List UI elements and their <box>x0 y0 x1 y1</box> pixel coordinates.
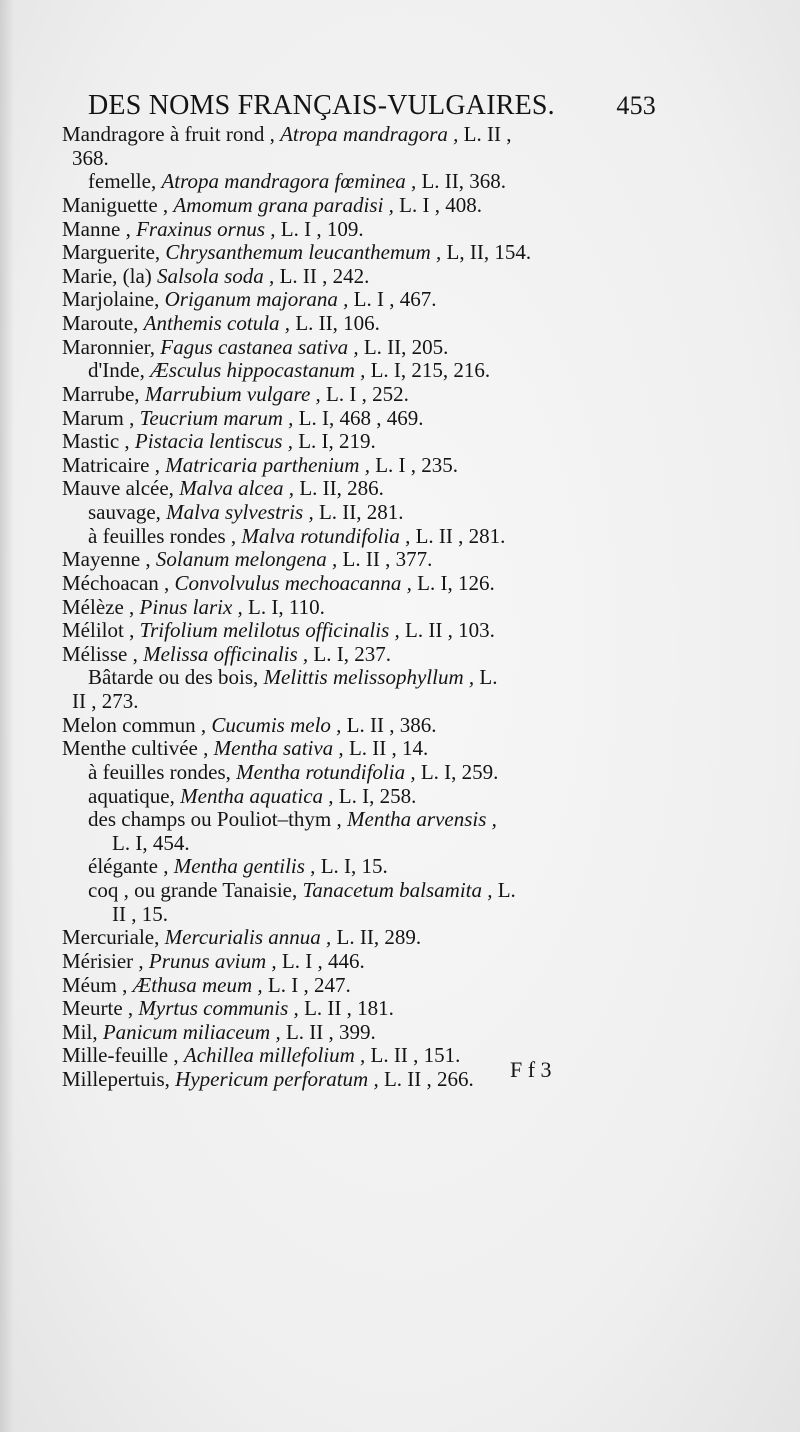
entry-name: femelle, <box>88 170 162 194</box>
entry-latin-name: Æthusa meum , <box>132 973 263 997</box>
entry-name: II , 273. <box>72 690 139 713</box>
entry-name: sauvage, <box>88 501 167 524</box>
index-entry <box>0 879 800 903</box>
entry-name: Matricaire , <box>62 453 166 477</box>
entry-reference: L. II, 106. <box>290 312 380 335</box>
entry-latin-name: Salsola soda , <box>157 264 275 288</box>
entry-name: à feuilles rondes , <box>88 524 242 548</box>
entry-latin-name: Malva rotundifolia , <box>241 524 411 548</box>
entry-reference: L. I, 259. <box>415 760 499 784</box>
index-entry <box>0 950 800 974</box>
page-number: 453 <box>616 91 656 120</box>
entry-reference: L. I, 126. <box>411 571 495 595</box>
entry-latin-name: Achillea millefolium , <box>183 1044 366 1068</box>
entry-reference: L. I, 215, 216. <box>365 359 491 383</box>
index-entry <box>0 761 800 785</box>
entry-latin-name: Mentha rotundifolia , <box>236 760 416 784</box>
index-entry <box>0 336 800 360</box>
index-entry <box>0 454 800 478</box>
entry-reference: L. I , 446. <box>276 949 365 973</box>
index-entry <box>0 785 800 809</box>
entry-latin-name: Matricaria parthenium , <box>165 453 370 477</box>
entry-reference: L. II , 151. <box>365 1044 461 1068</box>
index-entry <box>0 619 800 643</box>
entry-latin-name: Mentha gentilis , <box>173 855 316 879</box>
entry-reference: L. I, 110. <box>242 595 325 619</box>
index-entry <box>0 1068 800 1092</box>
index-entry <box>0 218 800 242</box>
index-entry <box>0 666 800 690</box>
index-entry <box>0 383 800 407</box>
entry-latin-name: Melittis melissophyllum , <box>263 666 475 690</box>
index-entry <box>0 194 800 218</box>
entry-name: Maronnier, <box>62 335 161 359</box>
entry-latin-name: Fagus castanea sativa , <box>160 335 359 359</box>
index-entry <box>0 359 800 383</box>
index-entry <box>0 123 800 147</box>
entry-reference: L. <box>492 879 516 902</box>
entry-latin-name: Malva sylvestris , <box>166 501 314 524</box>
entry-name: Mastic , <box>62 430 135 454</box>
entry-name: Marie, (la) <box>62 264 158 288</box>
index-entry <box>0 548 800 572</box>
entry-name: Mélèze , <box>62 595 140 619</box>
index-entry <box>0 737 800 761</box>
entry-name: Maroute, <box>62 312 144 335</box>
index-entry <box>0 241 800 265</box>
entry-latin-name: Tanacetum balsamita , <box>302 879 493 902</box>
entry-reference: L. II , 103. <box>399 619 495 643</box>
entry-reference: L. I , 467. <box>348 288 437 312</box>
entry-name: Marrube, <box>62 382 145 406</box>
entry-latin-name: Atropa mandragora fœminea , <box>161 170 417 194</box>
entry-name: Mauve alcée, <box>62 477 180 501</box>
entry-reference: L. I , 408. <box>393 193 482 217</box>
entry-name: Mercuriale, <box>62 926 165 950</box>
entry-name: Marum , <box>62 406 140 430</box>
entry-latin-name: Amomum grana paradisi , <box>173 193 394 217</box>
running-header <box>88 86 656 126</box>
entry-name: Méum , <box>62 973 133 997</box>
index-entry <box>0 477 800 501</box>
entry-reference: L. II , <box>458 123 512 146</box>
entry-latin-name: Mentha sativa , <box>213 737 344 761</box>
entry-name: Bâtarde ou des bois, <box>88 666 264 690</box>
entry-latin-name: Chrysanthemum leucanthemum , <box>165 241 442 265</box>
index-entry <box>0 430 800 454</box>
index-entry <box>0 312 800 336</box>
entry-latin-name: Pinus larix , <box>139 595 243 619</box>
index-entry <box>0 147 800 171</box>
index-entries <box>0 123 800 1243</box>
entry-latin-name: Prunus avium , <box>148 949 277 973</box>
entry-reference: L. I , 235. <box>369 453 459 477</box>
entry-name: Mandragore à fruit rond , <box>62 123 281 146</box>
index-entry <box>0 407 800 431</box>
entry-reference: L. II, 286. <box>294 477 384 501</box>
entry-name: à feuilles rondes, <box>88 760 237 784</box>
entry-name: Mélisse , <box>62 642 144 666</box>
entry-name: Mélilot , <box>62 619 140 643</box>
entry-reference: L. I, 15. <box>315 855 388 879</box>
index-entry <box>0 997 800 1021</box>
entry-name: Menthe cultivée , <box>62 737 214 761</box>
index-entry <box>0 832 800 856</box>
index-entry <box>0 572 800 596</box>
entry-reference: L. II , 386. <box>341 713 437 737</box>
entry-reference: L. II, 281. <box>313 501 404 524</box>
entry-reference: L. II, 368. <box>416 170 507 194</box>
entry-name: des champs ou Pouliot–thym , <box>88 808 347 832</box>
entry-reference: L. <box>474 666 498 690</box>
entry-reference: L. II , 181. <box>298 997 394 1021</box>
index-entry <box>0 643 800 667</box>
entry-latin-name: Solanum melongena , <box>155 548 338 572</box>
entry-name: 368. <box>72 146 109 170</box>
index-entry <box>0 855 800 879</box>
entry-reference: L. I, 468 , 469. <box>293 406 424 430</box>
index-entry <box>0 808 800 832</box>
entry-latin-name: Æsculus hippocastanum , <box>150 359 366 383</box>
entry-name: Manne , <box>62 217 137 241</box>
index-entry <box>0 926 800 950</box>
entry-reference: L. I , 109. <box>275 217 364 241</box>
entry-reference: L. I, 258. <box>333 784 417 808</box>
entry-name: coq , ou grande Tanaisie, <box>88 879 303 902</box>
index-entry <box>0 903 800 927</box>
entry-name: élégante , <box>88 855 174 879</box>
entry-latin-name: Malva alcea , <box>179 477 295 501</box>
entry-name: Marguerite, <box>62 241 166 265</box>
entry-latin-name: Mercurialis annua , <box>164 926 332 950</box>
entry-latin-name: Convolvulus mechoacanna , <box>174 571 412 595</box>
index-entry <box>0 265 800 289</box>
running-title: DES NOMS FRANÇAIS-VULGAIRES. <box>88 90 555 121</box>
entry-reference: L, II, 154. <box>441 241 532 265</box>
entry-name: Mil, <box>62 1020 103 1044</box>
entry-name: Mérisier , <box>62 949 149 973</box>
entry-reference: L. II , 377. <box>337 548 433 572</box>
entry-latin-name: Mentha aquatica , <box>180 784 334 808</box>
entry-name: aquatique, <box>88 784 181 808</box>
entry-name: Millepertuis, <box>62 1068 176 1091</box>
entry-reference: L. I, 219. <box>292 430 376 454</box>
entry-reference: L. II , 14. <box>343 737 429 761</box>
entry-reference: L. II , 281. <box>410 524 506 548</box>
index-entry <box>0 501 800 525</box>
entry-latin-name: Mentha arvensis , <box>347 808 497 832</box>
entry-latin-name: Panicum miliaceum , <box>102 1020 281 1044</box>
entry-latin-name: Fraxinus ornus , <box>136 217 276 241</box>
index-entry <box>0 974 800 998</box>
entry-latin-name: Cucumis melo , <box>211 713 342 737</box>
index-entry <box>0 170 800 194</box>
entry-name: II , 15. <box>112 902 168 926</box>
entry-latin-name: Origanum majorana , <box>164 288 349 312</box>
entry-latin-name: Atropa mandragora , <box>280 123 459 146</box>
index-entry <box>0 1021 800 1045</box>
index-entry <box>0 690 800 714</box>
index-entry <box>0 596 800 620</box>
entry-latin-name: Myrtus communis , <box>138 997 299 1021</box>
entry-name: Meurte , <box>62 997 139 1021</box>
entry-name: Maniguette , <box>62 193 174 217</box>
entry-name: Mayenne , <box>62 548 156 572</box>
entry-name: Mille-feuille , <box>62 1044 184 1068</box>
entry-latin-name: Melissa officinalis , <box>143 642 309 666</box>
index-entry <box>0 714 800 738</box>
entry-reference: L. II , 266. <box>378 1068 474 1091</box>
entry-latin-name: Hypericum perforatum , <box>175 1068 379 1091</box>
entry-reference: L. I , 247. <box>262 973 351 997</box>
entry-reference: L. II , 242. <box>274 264 370 288</box>
entry-reference: L. II, 289. <box>331 926 422 950</box>
entry-reference: L. II , 399. <box>280 1020 376 1044</box>
entry-name: d'Inde, <box>88 359 151 383</box>
index-entry <box>0 525 800 549</box>
entry-name: L. I, 454. <box>112 831 190 855</box>
entry-reference: L. I , 252. <box>320 382 409 406</box>
index-entry <box>0 1044 800 1068</box>
index-entry <box>0 288 800 312</box>
entry-name: Marjolaine, <box>62 288 165 312</box>
entry-name: Méchoacan , <box>62 571 175 595</box>
entry-latin-name: Pistacia lentiscus , <box>134 430 293 454</box>
entry-name: Melon commun , <box>62 713 212 737</box>
entry-reference: L. I, 237. <box>308 642 391 666</box>
signature-mark: F f 3 <box>510 1057 552 1082</box>
entry-latin-name: Anthemis cotula , <box>143 312 291 335</box>
entry-latin-name: Teucrium marum , <box>139 406 294 430</box>
entry-reference: L. II, 205. <box>358 335 449 359</box>
entry-latin-name: Trifolium melilotus officinalis , <box>139 619 400 643</box>
entry-latin-name: Marrubium vulgare , <box>144 382 321 406</box>
